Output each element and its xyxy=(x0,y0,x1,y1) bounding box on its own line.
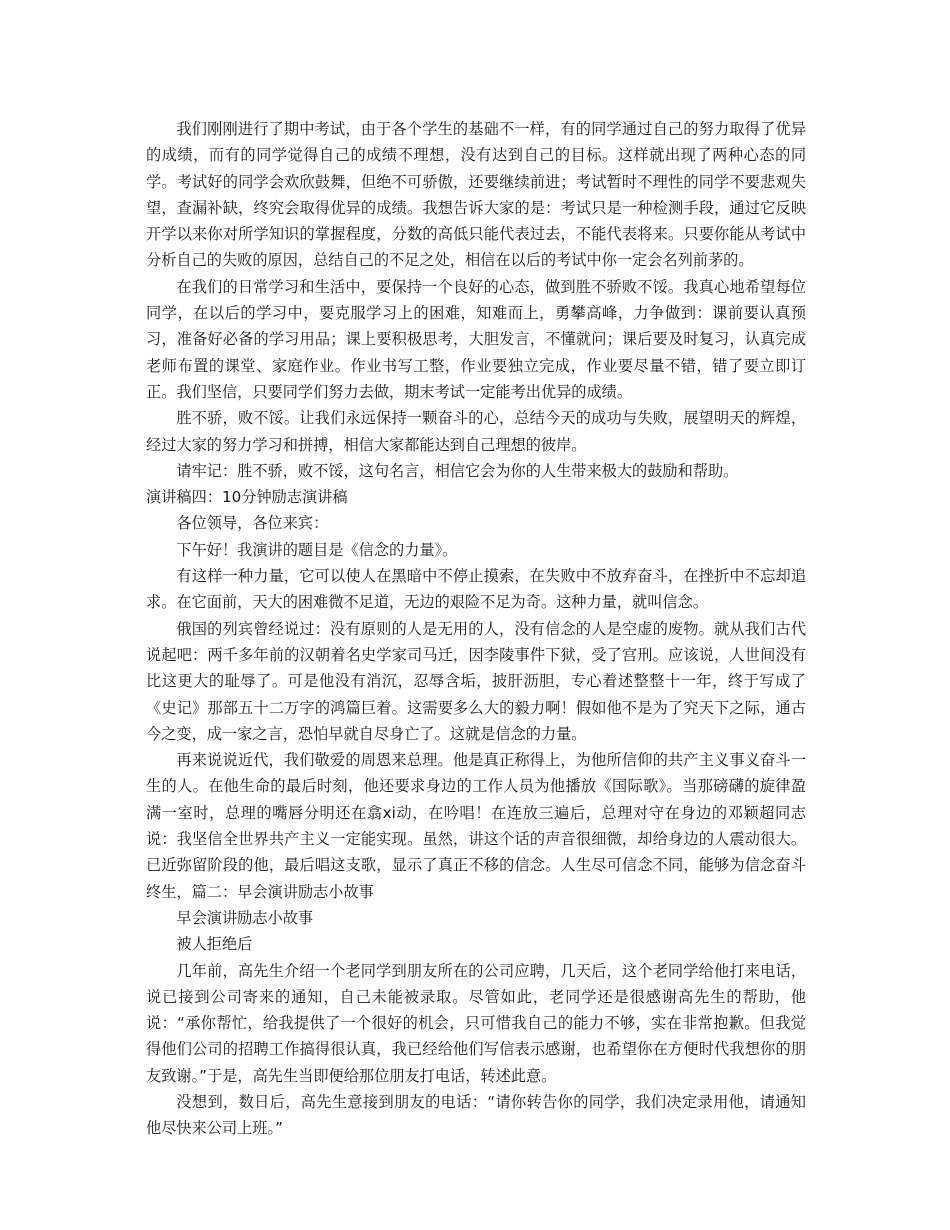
paragraph: 俄国的列宾曾经说过：没有原则的人是无用的人，没有信念的人是空虚的废物。就从我们古代说起吧：两千多年前的汉朝着名史学家司马迁，因李陵事件下狱，受了宫刑。应该说，人世间没有比这更大的耻辱了。可是他没有消沉，忍辱含垢，披肝沥胆，专心着述整整十一年，终于写成了《史记》那部五十二万字的鸿篇巨着。这需要多么大的毅力啊！假如他不是为了究天下之际，通古今之变，成一家之言，恐怕早就自尽身亡了。这就是信念的力量。 xyxy=(146,619,806,743)
paragraph: 有这样一种力量，它可以使人在黑暗中不停止摸索，在失败中不放弃奋斗，在挫折中不忘却追求。在它面前，天大的困难微不足道，无边的艰险不足为奇。这种力量，就叫信念。 xyxy=(146,567,806,612)
paragraph: 在我们的日常学习和生活中，要保持一个良好的心态，做到胜不骄败不馁。我真心地希望每位同学，在以后的学习中，要克服学习上的困难，知难而上，勇攀高峰，力争做到：课前要认真预习，准备好必备的学习用品；课上要积极思考，大胆发言，不懂就问；课后要及时复习，认真完成老师布置的课堂、家庭作业。作业书写工整，作业要独立完成，作业要尽量不错，错了要立即订正。我们坚信，只要同学们努力去做，期末考试一定能考出优异的成绩。 xyxy=(146,277,806,401)
document-body xyxy=(146,116,806,1142)
story-collection-title: 早会演讲励志小故事 xyxy=(176,908,314,927)
paragraph: 胜不骄，败不馁。让我们永远保持一颗奋斗的心，总结今天的成功与失败，展望明天的辉煌，经过大家的努力学习和拼搏，相信大家都能达到自己理想的彼岸。 xyxy=(146,409,806,454)
section-heading: 演讲稿四：10分钟励志演讲稿 xyxy=(146,488,348,507)
story-title: 被人拒绝后 xyxy=(176,935,253,954)
speech-title-line: 下午好！我演讲的题目是《信念的力量》。 xyxy=(176,540,458,559)
paragraph: 没想到，数日后，高先生意接到朋友的电话：“请你转告你的同学，我们决定录用他，请通知他尽快来公司上班。” xyxy=(146,1092,806,1138)
paragraph: 几年前，高先生介绍一个老同学到朋友所在的公司应聘，几天后，这个老同学给他打来电话，说已接到公司寄来的通知，自己未能被录取。尽管如此，老同学还是很感谢高先生的帮助，他说：“承你帮忙，给我提供了一个很好的机会，只可惜我自己的能力不够，实在非常抱歉。但我觉得他们公司的招聘工作搞得很认真，我已经给他们写信表示感谢，也希望你在方便时代我想你的朋友致谢。”于是，高先生当即便给那位朋友打电话，转述此意。 xyxy=(146,961,806,1085)
paragraph: 我们刚刚进行了期中考试，由于各个学生的基础不一样，有的同学通过自己的努力取得了优异的成绩，而有的同学觉得自己的成绩不理想，没有达到自己的目标。这样就出现了两种心态的同学。考试好的同学会欢欣鼓舞，但绝不可骄傲，还要继续前进；考试暂时不理性的同学不要悲观失望，查漏补缺，终究会取得优异的成绩。我想告诉大家的是：考试只是一种检测手段，通过它反映开学以来你对所学知识的掌握程度，分数的高低只能代表过去，不能代表将来。只要你能从考试中分析自己的失败的原因，总结自己的不足之处，相信在以后的考试中你一定会名列前茅的。 xyxy=(146,120,806,270)
paragraph: 请牢记：胜不骄，败不馁，这句名言，相信它会为你的人生带来极大的鼓励和帮助。 xyxy=(176,461,739,480)
greeting: 各位领导，各位来宾： xyxy=(176,514,329,533)
paragraph: 再来说说近代，我们敬爱的周恩来总理。他是真正称得上，为他所信仰的共产主义事义奋斗一生的人。在他生命的最后时刻，他还要求身边的工作人员为他播放《国际歌》。当那磅礴的旋律盈满一室时，总理的嘴唇分明还在翕xi动，在吟唱！在连放三遍后，总理对守在身边的邓颖超同志说：我坚信全世界共产主义一定能实现。虽然，讲这个话的声音很细微，却给身边的人震动很大。已近弥留阶段的他，最后唱这支歌，显示了真正不移的信念。人生尽可信念不同，能够为信念奋斗终生，篇二：早会演讲励志小故事 xyxy=(146,751,806,901)
